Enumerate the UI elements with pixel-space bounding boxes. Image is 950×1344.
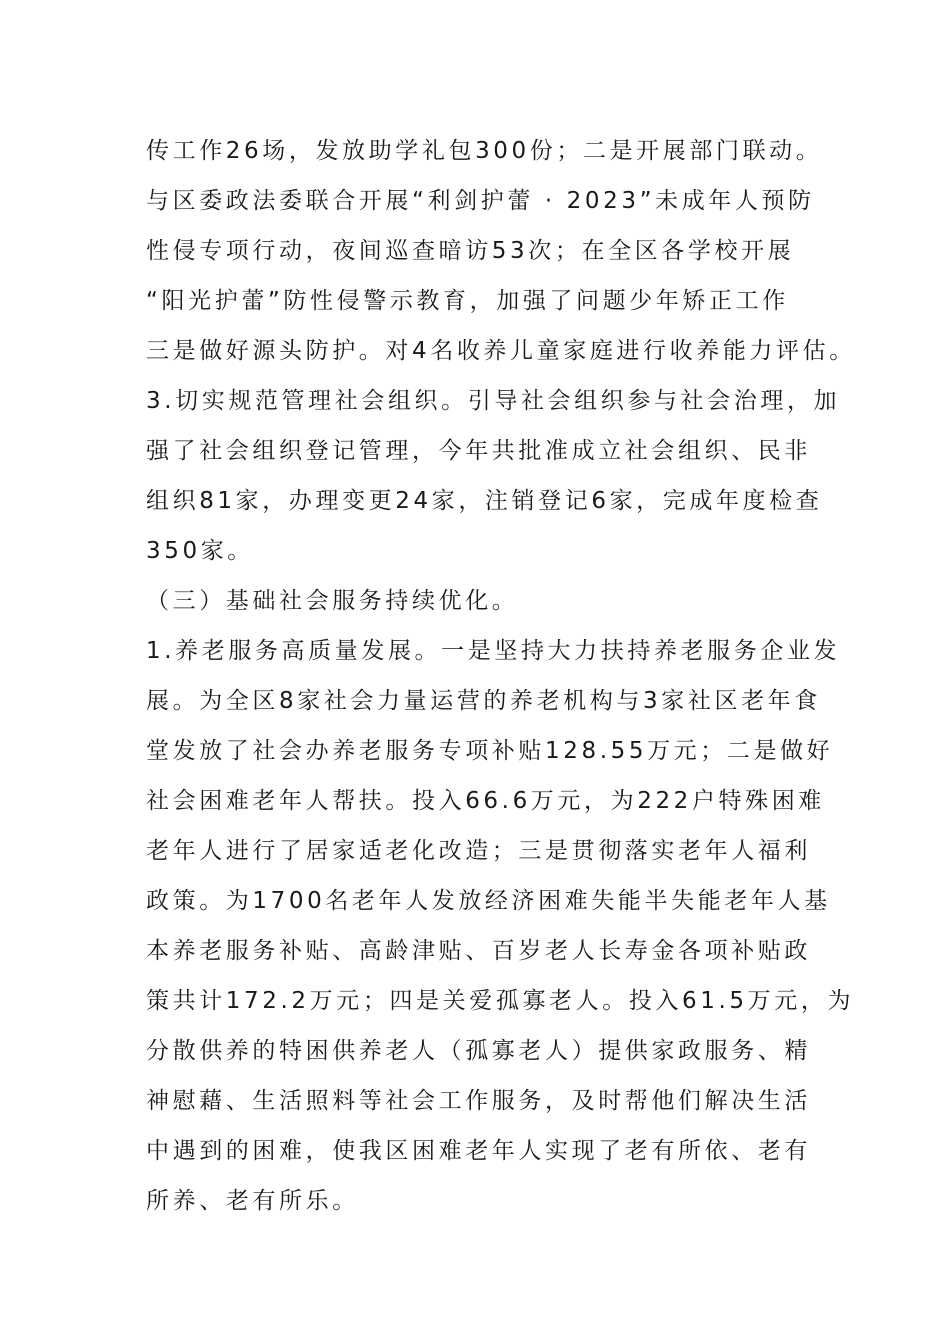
text-line-5: 三是做好源头防护。对4名收养儿童家庭进行收养能力评估。: [146, 338, 856, 364]
text-line-22: 所养、老有所乐。: [146, 1188, 359, 1214]
text-line-15: 老年人进行了居家适老化改造；三是贯彻落实老年人福利: [146, 838, 811, 864]
text-line-6: 3.切实规范管理社会组织。引导社会组织参与社会治理，加: [146, 388, 841, 414]
text-line-16: 政策。为1700名老年人发放经济困难失能半失能老年人基: [146, 888, 831, 914]
text-line-20: 神慰藉、生活照料等社会工作服务，及时帮他们解决生活: [146, 1088, 811, 1114]
text-line-2: 与区委政法委联合开展“利剑护蕾 · 2023”未成年人预防: [146, 188, 815, 214]
text-line-7: 强了社会组织登记管理，今年共批准成立社会组织、民非: [146, 438, 811, 464]
section-heading: （三）基础社会服务持续优化。: [146, 588, 519, 614]
text-line-3: 性侵专项行动，夜间巡查暗访53次；在全区各学校开展: [146, 238, 795, 264]
text-line-17: 本养老服务补贴、高龄津贴、百岁老人长寿金各项补贴政: [146, 938, 811, 964]
text-line-14: 社会困难老年人帮扶。投入66.6万元，为222户特殊困难: [146, 788, 825, 814]
text-line-11: 1.养老服务高质量发展。一是坚持大力扶持养老服务企业发: [146, 638, 841, 664]
text-line-21: 中遇到的困难，使我区困难老年人实现了老有所依、老有: [146, 1138, 811, 1164]
text-line-19: 分散供养的特困供养老人（孤寡老人）提供家政服务、精: [146, 1038, 811, 1064]
text-line-18: 策共计172.2万元；四是关爱孤寡老人。投入61.5万元，为: [146, 988, 855, 1014]
text-line-13: 堂发放了社会办养老服务专项补贴128.55万元；二是做好: [146, 738, 834, 764]
text-line-12: 展。为全区8家社会力量运营的养老机构与3家社区老年食: [146, 688, 821, 714]
text-line-8: 组织81家，办理变更24家，注销登记6家，完成年度检查: [146, 488, 823, 514]
body-text: [146, 126, 856, 1226]
text-line-4: “阳光护蕾”防性侵警示教育，加强了问题少年矫正工作: [146, 288, 789, 314]
text-line-1: 传工作26场，发放助学礼包300份；二是开展部门联动。: [146, 138, 823, 164]
text-line-9: 350家。: [146, 538, 254, 564]
